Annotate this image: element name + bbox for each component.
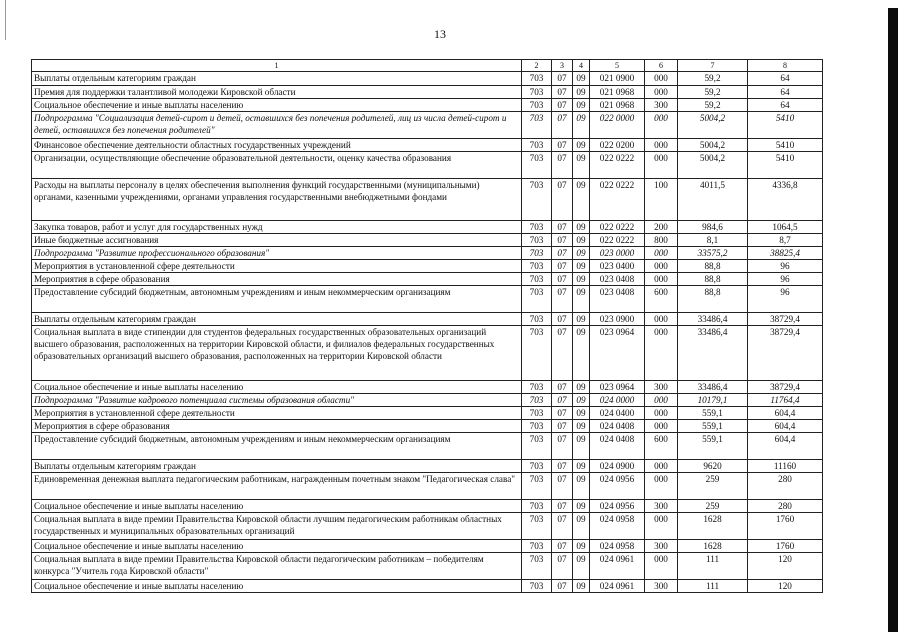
cell-expense-type: 000	[645, 460, 678, 473]
cell-target-item: 023 0000	[590, 247, 645, 260]
cell-subsection: 09	[573, 139, 590, 152]
cell-amount-year-1: 559,1	[678, 433, 748, 460]
row-name: Мероприятия в сфере образования	[32, 273, 522, 286]
cell-section: 07	[552, 381, 573, 394]
cell-ministry-code: 703	[522, 179, 552, 221]
row-name: Социальное обеспечение и иные выплаты населению	[32, 500, 522, 513]
cell-ministry-code: 703	[522, 112, 552, 139]
table-row	[32, 313, 823, 326]
cell-subsection: 09	[573, 580, 590, 593]
cell-target-item: 021 0900	[590, 72, 645, 86]
table-row	[32, 286, 823, 313]
cell-amount-year-1: 5004,2	[678, 139, 748, 152]
cell-section: 07	[552, 139, 573, 152]
row-name: Премия для поддержки талантливой молодежи Кировской области	[32, 86, 522, 99]
row-name: Мероприятия в установленной сфере деятельности	[32, 407, 522, 420]
cell-amount-year-2: 38825,4	[748, 247, 823, 260]
cell-target-item: 022 0000	[590, 112, 645, 139]
table-row	[32, 407, 823, 420]
cell-target-item: 024 0900	[590, 460, 645, 473]
table-row	[32, 420, 823, 433]
cell-target-item: 024 0408	[590, 420, 645, 433]
cell-subsection: 09	[573, 540, 590, 553]
cell-target-item: 021 0968	[590, 99, 645, 112]
cell-amount-year-2: 1760	[748, 540, 823, 553]
cell-amount-year-1: 4011,5	[678, 179, 748, 221]
cell-expense-type: 000	[645, 86, 678, 99]
cell-ministry-code: 703	[522, 540, 552, 553]
cell-target-item: 024 0000	[590, 394, 645, 407]
table-row	[32, 394, 823, 407]
row-name: Финансовое обеспечение деятельности областных государственных учреждений	[32, 139, 522, 152]
row-name: Мероприятия в сфере образования	[32, 420, 522, 433]
cell-subsection: 09	[573, 407, 590, 420]
cell-target-item: 023 0400	[590, 260, 645, 273]
cell-section: 07	[552, 433, 573, 460]
cell-section: 07	[552, 513, 573, 540]
cell-amount-year-1: 33486,4	[678, 326, 748, 381]
table-row	[32, 433, 823, 460]
cell-ministry-code: 703	[522, 513, 552, 540]
cell-target-item: 024 0956	[590, 473, 645, 500]
cell-ministry-code: 703	[522, 500, 552, 513]
cell-section: 07	[552, 553, 573, 580]
cell-amount-year-2: 120	[748, 580, 823, 593]
table-row	[32, 513, 823, 540]
row-name: Социальная выплата в виде премии Правительства Кировской области лучшим педагогическим работникам областных государственных и муниципальных образовательных организаций	[32, 513, 522, 540]
cell-amount-year-1: 59,2	[678, 99, 748, 112]
cell-ministry-code: 703	[522, 473, 552, 500]
table-row	[32, 179, 823, 221]
cell-subsection: 09	[573, 221, 590, 234]
row-name: Подпрограмма "Социализация детей-сирот и детей, оставшихся без попечения родителей, лиц из числа детей-сирот и детей, оставшихся без попечения родителей"	[32, 112, 522, 139]
row-name: Социальное обеспечение и иные выплаты населению	[32, 381, 522, 394]
cell-subsection: 09	[573, 260, 590, 273]
cell-section: 07	[552, 221, 573, 234]
cell-subsection: 09	[573, 273, 590, 286]
cell-amount-year-2: 38729,4	[748, 326, 823, 381]
cell-target-item: 023 0408	[590, 273, 645, 286]
column-header: 6	[645, 60, 678, 72]
cell-subsection: 09	[573, 473, 590, 500]
cell-section: 07	[552, 580, 573, 593]
cell-expense-type: 600	[645, 286, 678, 313]
cell-target-item: 023 0408	[590, 286, 645, 313]
cell-amount-year-1: 10179,1	[678, 394, 748, 407]
cell-ministry-code: 703	[522, 313, 552, 326]
column-header: 3	[552, 60, 573, 72]
column-header: 4	[573, 60, 590, 72]
cell-ministry-code: 703	[522, 221, 552, 234]
cell-section: 07	[552, 112, 573, 139]
cell-amount-year-2: 38729,4	[748, 381, 823, 394]
cell-amount-year-2: 120	[748, 553, 823, 580]
cell-ministry-code: 703	[522, 139, 552, 152]
cell-section: 07	[552, 473, 573, 500]
cell-expense-type: 300	[645, 99, 678, 112]
cell-amount-year-1: 111	[678, 580, 748, 593]
cell-expense-type: 000	[645, 273, 678, 286]
cell-ministry-code: 703	[522, 381, 552, 394]
cell-expense-type: 300	[645, 580, 678, 593]
cell-expense-type: 000	[645, 553, 678, 580]
cell-ministry-code: 703	[522, 286, 552, 313]
cell-expense-type: 100	[645, 179, 678, 221]
table-row	[32, 152, 823, 179]
row-name: Предоставление субсидий бюджетным, автономным учреждениям и иным некоммерческим организациям	[32, 433, 522, 460]
cell-ministry-code: 703	[522, 99, 552, 112]
cell-amount-year-1: 88,8	[678, 286, 748, 313]
table-row	[32, 580, 823, 593]
cell-amount-year-2: 4336,8	[748, 179, 823, 221]
row-name: Предоставление субсидий бюджетным, автономным учреждениям и иным некоммерческим организациям	[32, 286, 522, 313]
row-name: Социальное обеспечение и иные выплаты населению	[32, 580, 522, 593]
cell-amount-year-2: 64	[748, 72, 823, 86]
cell-amount-year-1: 9620	[678, 460, 748, 473]
cell-amount-year-2: 96	[748, 260, 823, 273]
cell-amount-year-1: 88,8	[678, 260, 748, 273]
cell-subsection: 09	[573, 500, 590, 513]
column-header: 7	[678, 60, 748, 72]
cell-amount-year-2: 280	[748, 473, 823, 500]
cell-section: 07	[552, 407, 573, 420]
cell-expense-type: 300	[645, 540, 678, 553]
cell-subsection: 09	[573, 381, 590, 394]
cell-target-item: 024 0958	[590, 540, 645, 553]
row-name: Выплаты отдельным категориям граждан	[32, 72, 522, 86]
cell-amount-year-2: 96	[748, 273, 823, 286]
cell-target-item: 024 0961	[590, 580, 645, 593]
cell-amount-year-1: 88,8	[678, 273, 748, 286]
row-name: Подпрограмма "Развитие кадрового потенциала системы образования области"	[32, 394, 522, 407]
cell-amount-year-2: 5410	[748, 139, 823, 152]
cell-subsection: 09	[573, 72, 590, 86]
cell-ministry-code: 703	[522, 553, 552, 580]
cell-target-item: 023 0900	[590, 313, 645, 326]
row-name: Организации, осуществляющие обеспечение образовательной деятельности, оценку качества образования	[32, 152, 522, 179]
table-row	[32, 234, 823, 247]
row-name: Единовременная денежная выплата педагогическим работникам, награжденным почетным знаком "Педагогическая слава"	[32, 473, 522, 500]
cell-target-item: 024 0400	[590, 407, 645, 420]
cell-amount-year-1: 5004,2	[678, 112, 748, 139]
cell-amount-year-2: 96	[748, 286, 823, 313]
table-row	[32, 72, 823, 86]
table-row	[32, 500, 823, 513]
column-header: 5	[590, 60, 645, 72]
budget-table	[31, 59, 823, 593]
cell-subsection: 09	[573, 152, 590, 179]
cell-amount-year-2: 5410	[748, 152, 823, 179]
cell-ministry-code: 703	[522, 326, 552, 381]
column-header: 1	[32, 60, 522, 72]
table-row	[32, 260, 823, 273]
cell-subsection: 09	[573, 234, 590, 247]
cell-section: 07	[552, 540, 573, 553]
cell-expense-type: 000	[645, 394, 678, 407]
cell-target-item: 024 0958	[590, 513, 645, 540]
column-number-row	[32, 60, 823, 72]
cell-amount-year-2: 11160	[748, 460, 823, 473]
cell-expense-type: 000	[645, 313, 678, 326]
cell-target-item: 022 0222	[590, 179, 645, 221]
cell-subsection: 09	[573, 420, 590, 433]
cell-target-item: 022 0222	[590, 221, 645, 234]
cell-target-item: 023 0964	[590, 326, 645, 381]
cell-section: 07	[552, 500, 573, 513]
column-header: 8	[748, 60, 823, 72]
cell-amount-year-1: 8,1	[678, 234, 748, 247]
row-name: Подпрограмма "Развитие профессионального образования"	[32, 247, 522, 260]
cell-section: 07	[552, 460, 573, 473]
cell-amount-year-1: 1628	[678, 513, 748, 540]
cell-target-item: 023 0964	[590, 381, 645, 394]
row-name: Социальная выплата в виде стипендии для студентов федеральных государственных образовательных организаций высшего образования, расположенных на территории Кировской области, и филиалов федеральных государственных образовательных организаций высшего образования, расположенных на территории Кировской области	[32, 326, 522, 381]
cell-amount-year-1: 1628	[678, 540, 748, 553]
row-name: Социальное обеспечение и иные выплаты населению	[32, 540, 522, 553]
cell-expense-type: 300	[645, 500, 678, 513]
cell-subsection: 09	[573, 513, 590, 540]
cell-subsection: 09	[573, 112, 590, 139]
cell-ministry-code: 703	[522, 234, 552, 247]
cell-amount-year-2: 1064,5	[748, 221, 823, 234]
cell-subsection: 09	[573, 86, 590, 99]
cell-target-item: 024 0961	[590, 553, 645, 580]
cell-amount-year-2: 604,4	[748, 433, 823, 460]
table-row	[32, 460, 823, 473]
cell-ministry-code: 703	[522, 86, 552, 99]
cell-section: 07	[552, 273, 573, 286]
row-name: Расходы на выплаты персоналу в целях обеспечения выполнения функций государственными (муниципальными) органами, казенными учреждениями, органами управления государственными внебюджетными фондами	[32, 179, 522, 221]
cell-ministry-code: 703	[522, 433, 552, 460]
cell-subsection: 09	[573, 286, 590, 313]
page-number: 13	[434, 27, 446, 41]
cell-subsection: 09	[573, 394, 590, 407]
cell-ministry-code: 703	[522, 152, 552, 179]
cell-ministry-code: 703	[522, 460, 552, 473]
cell-ministry-code: 703	[522, 72, 552, 86]
cell-subsection: 09	[573, 460, 590, 473]
cell-target-item: 022 0222	[590, 234, 645, 247]
cell-amount-year-2: 64	[748, 86, 823, 99]
cell-section: 07	[552, 179, 573, 221]
cell-expense-type: 300	[645, 381, 678, 394]
cell-amount-year-2: 604,4	[748, 420, 823, 433]
row-name: Социальное обеспечение и иные выплаты населению	[32, 99, 522, 112]
cell-expense-type: 000	[645, 420, 678, 433]
cell-ministry-code: 703	[522, 407, 552, 420]
cell-section: 07	[552, 313, 573, 326]
cell-subsection: 09	[573, 553, 590, 580]
row-name: Социальная выплата в виде премии Правительства Кировской области педагогическим работникам – победителям конкурса "Учитель года Кировской области"	[32, 553, 522, 580]
cell-target-item: 021 0968	[590, 86, 645, 99]
row-name: Закупка товаров, работ и услуг для государственных нужд	[32, 221, 522, 234]
cell-amount-year-1: 984,6	[678, 221, 748, 234]
cell-expense-type: 000	[645, 139, 678, 152]
cell-amount-year-1: 59,2	[678, 72, 748, 86]
row-name: Мероприятия в установленной сфере деятельности	[32, 260, 522, 273]
cell-section: 07	[552, 326, 573, 381]
cell-section: 07	[552, 420, 573, 433]
cell-expense-type: 000	[645, 72, 678, 86]
cell-ministry-code: 703	[522, 420, 552, 433]
cell-amount-year-1: 259	[678, 473, 748, 500]
row-name: Иные бюджетные ассигнования	[32, 234, 522, 247]
table-row	[32, 540, 823, 553]
table-row	[32, 99, 823, 112]
cell-target-item: 024 0408	[590, 433, 645, 460]
cell-subsection: 09	[573, 179, 590, 221]
table-row	[32, 112, 823, 139]
table-row	[32, 273, 823, 286]
cell-amount-year-1: 259	[678, 500, 748, 513]
cell-amount-year-1: 559,1	[678, 420, 748, 433]
cell-expense-type: 000	[645, 112, 678, 139]
cell-subsection: 09	[573, 99, 590, 112]
cell-ministry-code: 703	[522, 247, 552, 260]
cell-amount-year-2: 8,7	[748, 234, 823, 247]
table-row	[32, 553, 823, 580]
cell-section: 07	[552, 260, 573, 273]
cell-target-item: 024 0956	[590, 500, 645, 513]
cell-expense-type: 800	[645, 234, 678, 247]
cell-section: 07	[552, 234, 573, 247]
cell-expense-type: 000	[645, 513, 678, 540]
table-row	[32, 381, 823, 394]
cell-expense-type: 000	[645, 473, 678, 500]
cell-amount-year-1: 33486,4	[678, 381, 748, 394]
table-row	[32, 326, 823, 381]
cell-section: 07	[552, 152, 573, 179]
cell-subsection: 09	[573, 247, 590, 260]
column-header: 2	[522, 60, 552, 72]
cell-expense-type: 200	[645, 221, 678, 234]
cell-amount-year-1: 111	[678, 553, 748, 580]
cell-section: 07	[552, 286, 573, 313]
cell-amount-year-2: 5410	[748, 112, 823, 139]
cell-expense-type: 000	[645, 247, 678, 260]
cell-amount-year-1: 559,1	[678, 407, 748, 420]
cell-expense-type: 000	[645, 326, 678, 381]
cell-target-item: 022 0200	[590, 139, 645, 152]
row-name: Выплаты отдельным категориям граждан	[32, 460, 522, 473]
cell-amount-year-1: 5004,2	[678, 152, 748, 179]
cell-amount-year-2: 1760	[748, 513, 823, 540]
cell-subsection: 09	[573, 433, 590, 460]
cell-expense-type: 000	[645, 152, 678, 179]
cell-expense-type: 600	[645, 433, 678, 460]
cell-section: 07	[552, 394, 573, 407]
cell-amount-year-2: 11764,4	[748, 394, 823, 407]
cell-amount-year-2: 64	[748, 99, 823, 112]
cell-section: 07	[552, 99, 573, 112]
cell-ministry-code: 703	[522, 273, 552, 286]
cell-subsection: 09	[573, 313, 590, 326]
cell-section: 07	[552, 86, 573, 99]
table-row	[32, 139, 823, 152]
cell-ministry-code: 703	[522, 580, 552, 593]
cell-amount-year-2: 280	[748, 500, 823, 513]
cell-ministry-code: 703	[522, 394, 552, 407]
row-name: Выплаты отдельным категориям граждан	[32, 313, 522, 326]
scan-edge-bar	[888, 8, 898, 632]
cell-amount-year-2: 604,4	[748, 407, 823, 420]
cell-expense-type: 000	[645, 407, 678, 420]
cell-amount-year-2: 38729,4	[748, 313, 823, 326]
table-row	[32, 86, 823, 99]
cell-ministry-code: 703	[522, 260, 552, 273]
cell-section: 07	[552, 247, 573, 260]
cell-amount-year-1: 33486,4	[678, 313, 748, 326]
cell-amount-year-1: 33575,2	[678, 247, 748, 260]
cell-expense-type: 000	[645, 260, 678, 273]
table-row	[32, 473, 823, 500]
table-row	[32, 221, 823, 234]
cell-target-item: 022 0222	[590, 152, 645, 179]
cell-subsection: 09	[573, 326, 590, 381]
cell-amount-year-1: 59,2	[678, 86, 748, 99]
cell-section: 07	[552, 72, 573, 86]
table-row	[32, 247, 823, 260]
